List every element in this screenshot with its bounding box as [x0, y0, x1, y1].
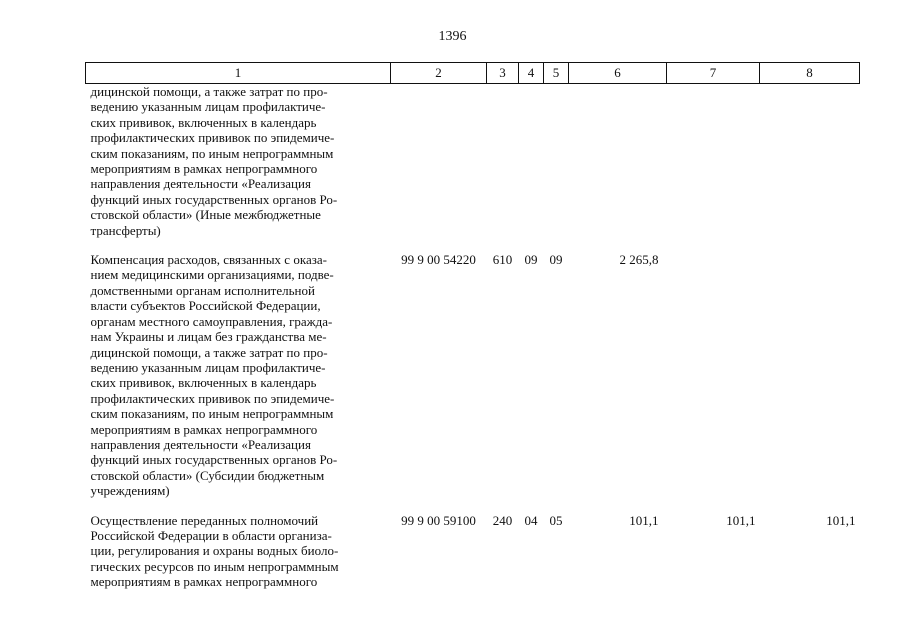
budget-code [391, 84, 487, 239]
row-description [86, 513, 391, 590]
description-line: ции, регулирования и охраны водных биоло- [90, 543, 339, 559]
description-line: мероприятиям в рамках непрограммного [90, 421, 318, 437]
description-line: профилактических прививок по эпидемиче- [90, 130, 335, 146]
amount-col-6 [569, 84, 667, 239]
budget-code: 99 9 00 54220 [401, 252, 476, 268]
description-line: ведению указанным лицам профилактиче- [90, 99, 326, 115]
amount-col-8: 101,1 [826, 512, 856, 528]
amount-col-7: 101,1 [726, 512, 756, 528]
table-row [86, 513, 860, 590]
description-line: дицинской помощи, а также затрат по про- [90, 344, 328, 360]
description-line: ским показаниям, по иным непрограммным [90, 406, 334, 422]
row-description [86, 84, 391, 239]
description-line: ских прививок, включенных в календарь [90, 114, 317, 130]
description-line: нием медицинскими организациями, подве- [90, 267, 334, 283]
description-line: ских прививок, включенных в календарь [90, 375, 317, 391]
budget-code: 99 9 00 59100 [401, 512, 476, 528]
row-spacer [86, 499, 860, 513]
description-line: направления деятельности «Реализация [90, 436, 311, 452]
section [519, 84, 544, 239]
description-line: стовской области» (Субсидии бюджетным [90, 467, 325, 483]
description-line: власти субъектов Российской Федерации, [90, 298, 321, 314]
description-line: мероприятиям в рамках непрограммного [90, 161, 318, 177]
column-header-3: 3 [487, 63, 519, 84]
description-line: нам Украины и лицам без гражданства ме- [90, 329, 327, 345]
subsection: 05 [549, 512, 563, 528]
description-line: функций иных государственных органов Ро- [90, 452, 338, 468]
amount-col-7 [667, 252, 760, 499]
description-line: трансферты) [90, 222, 161, 238]
description-line: Российской Федерации в области организа- [90, 527, 332, 543]
table-row [86, 84, 860, 239]
subsection: 09 [549, 252, 563, 268]
column-header-6: 6 [569, 63, 667, 84]
description-line: стовской области» (Иные межбюджетные [90, 207, 321, 223]
column-header-8: 8 [760, 63, 860, 84]
column-header-4: 4 [519, 63, 544, 84]
table-row [86, 252, 860, 499]
description-line: ским показаниям, по иным непрограммным [90, 145, 334, 161]
description-line: учреждениям) [90, 483, 170, 499]
description-line: домственными органам исполнительной [90, 282, 315, 298]
column-header-2: 2 [391, 63, 487, 84]
page-number: 1396 [438, 29, 467, 44]
description-line: органам местного самоуправления, гражда- [90, 313, 333, 329]
table-header-row [86, 63, 860, 84]
description-line: функций иных государственных органов Ро- [90, 191, 338, 207]
section: 09 [524, 252, 538, 268]
budget-table [85, 62, 860, 590]
description-line: профилактических прививок по эпидемиче- [90, 390, 335, 406]
expense-type: 240 [492, 512, 513, 528]
column-header-7: 7 [667, 63, 760, 84]
amount-col-6: 101,1 [629, 512, 659, 528]
amount-col-8 [760, 84, 860, 239]
description-line: дицинской помощи, а также затрат по про- [90, 84, 328, 99]
description-line: направления деятельности «Реализация [90, 176, 311, 192]
column-header-1: 1 [86, 63, 391, 84]
column-header-5: 5 [544, 63, 569, 84]
expense-type [487, 84, 519, 239]
subsection [544, 84, 569, 239]
section: 04 [524, 512, 538, 528]
amount-col-6: 2 265,8 [619, 252, 659, 268]
description-line: гических ресурсов по иным непрограммным [90, 558, 339, 574]
amount-col-7 [667, 84, 760, 239]
description-line: ведению указанным лицам профилактиче- [90, 359, 326, 375]
amount-col-8 [760, 252, 860, 499]
description-line: мероприятиям в рамках непрограммного [90, 574, 318, 590]
expense-type: 610 [492, 252, 513, 268]
row-description [86, 252, 391, 499]
description-line: Осуществление переданных полномочий [90, 512, 319, 528]
description-line: Компенсация расходов, связанных с оказа- [90, 252, 327, 268]
row-spacer [86, 238, 860, 252]
